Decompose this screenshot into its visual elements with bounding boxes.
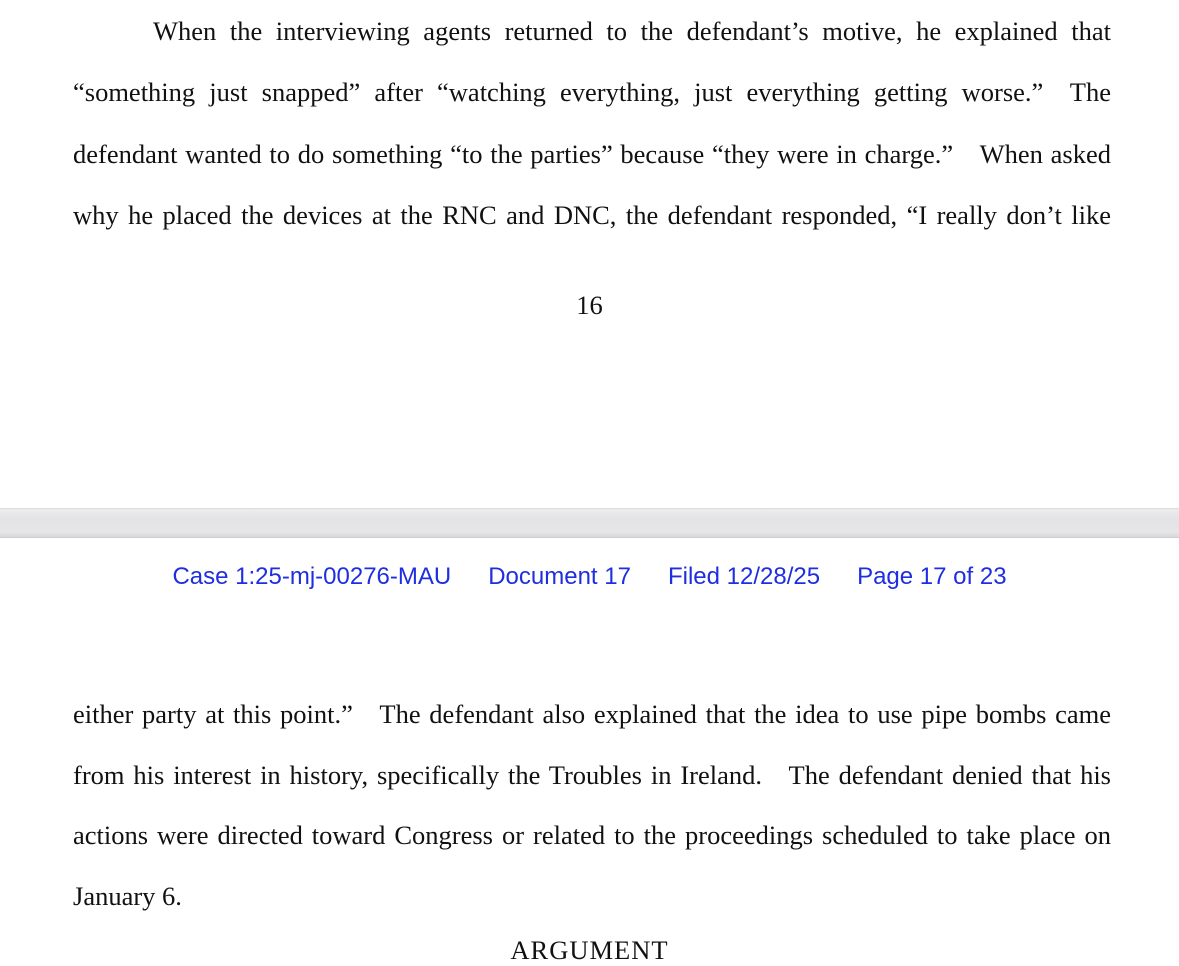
paragraph-line: defendant wanted to do something “to the parties” because “they were in charge.” When asked bbox=[73, 139, 1111, 169]
ecf-filing-header bbox=[0, 561, 1179, 593]
page-number: 16 bbox=[576, 290, 603, 320]
paragraph-line: from his interest in history, specifically the Troubles in Ireland. The defendant denied that his bbox=[73, 760, 1111, 790]
section-heading-partial: ARGUMENT bbox=[510, 935, 669, 965]
page-indicator: Page 17 of 23 bbox=[857, 563, 1007, 590]
paragraph-line: January 6. bbox=[73, 881, 182, 911]
page-separator bbox=[0, 508, 1179, 538]
paragraph-line: either party at this point.” The defendant also explained that the idea to use pipe bombs came bbox=[73, 699, 1111, 729]
filed-date: Filed 12/28/25 bbox=[667, 563, 821, 590]
document-number: Document 17 bbox=[488, 563, 631, 590]
case-number: Case 1:25-mj-00276-MAU bbox=[172, 563, 452, 590]
paragraph-line: why he placed the devices at the RNC and DNC, the defendant responded, “I really don’t like bbox=[73, 200, 1111, 230]
paragraph-line: “something just snapped” after “watching everything, just everything getting worse.” The bbox=[73, 77, 1111, 107]
paragraph-line: When the interviewing agents returned to the defendant’s motive, he explained that bbox=[153, 16, 1111, 46]
paragraph-line: actions were directed toward Congress or related to the proceedings scheduled to take place on bbox=[73, 820, 1111, 850]
